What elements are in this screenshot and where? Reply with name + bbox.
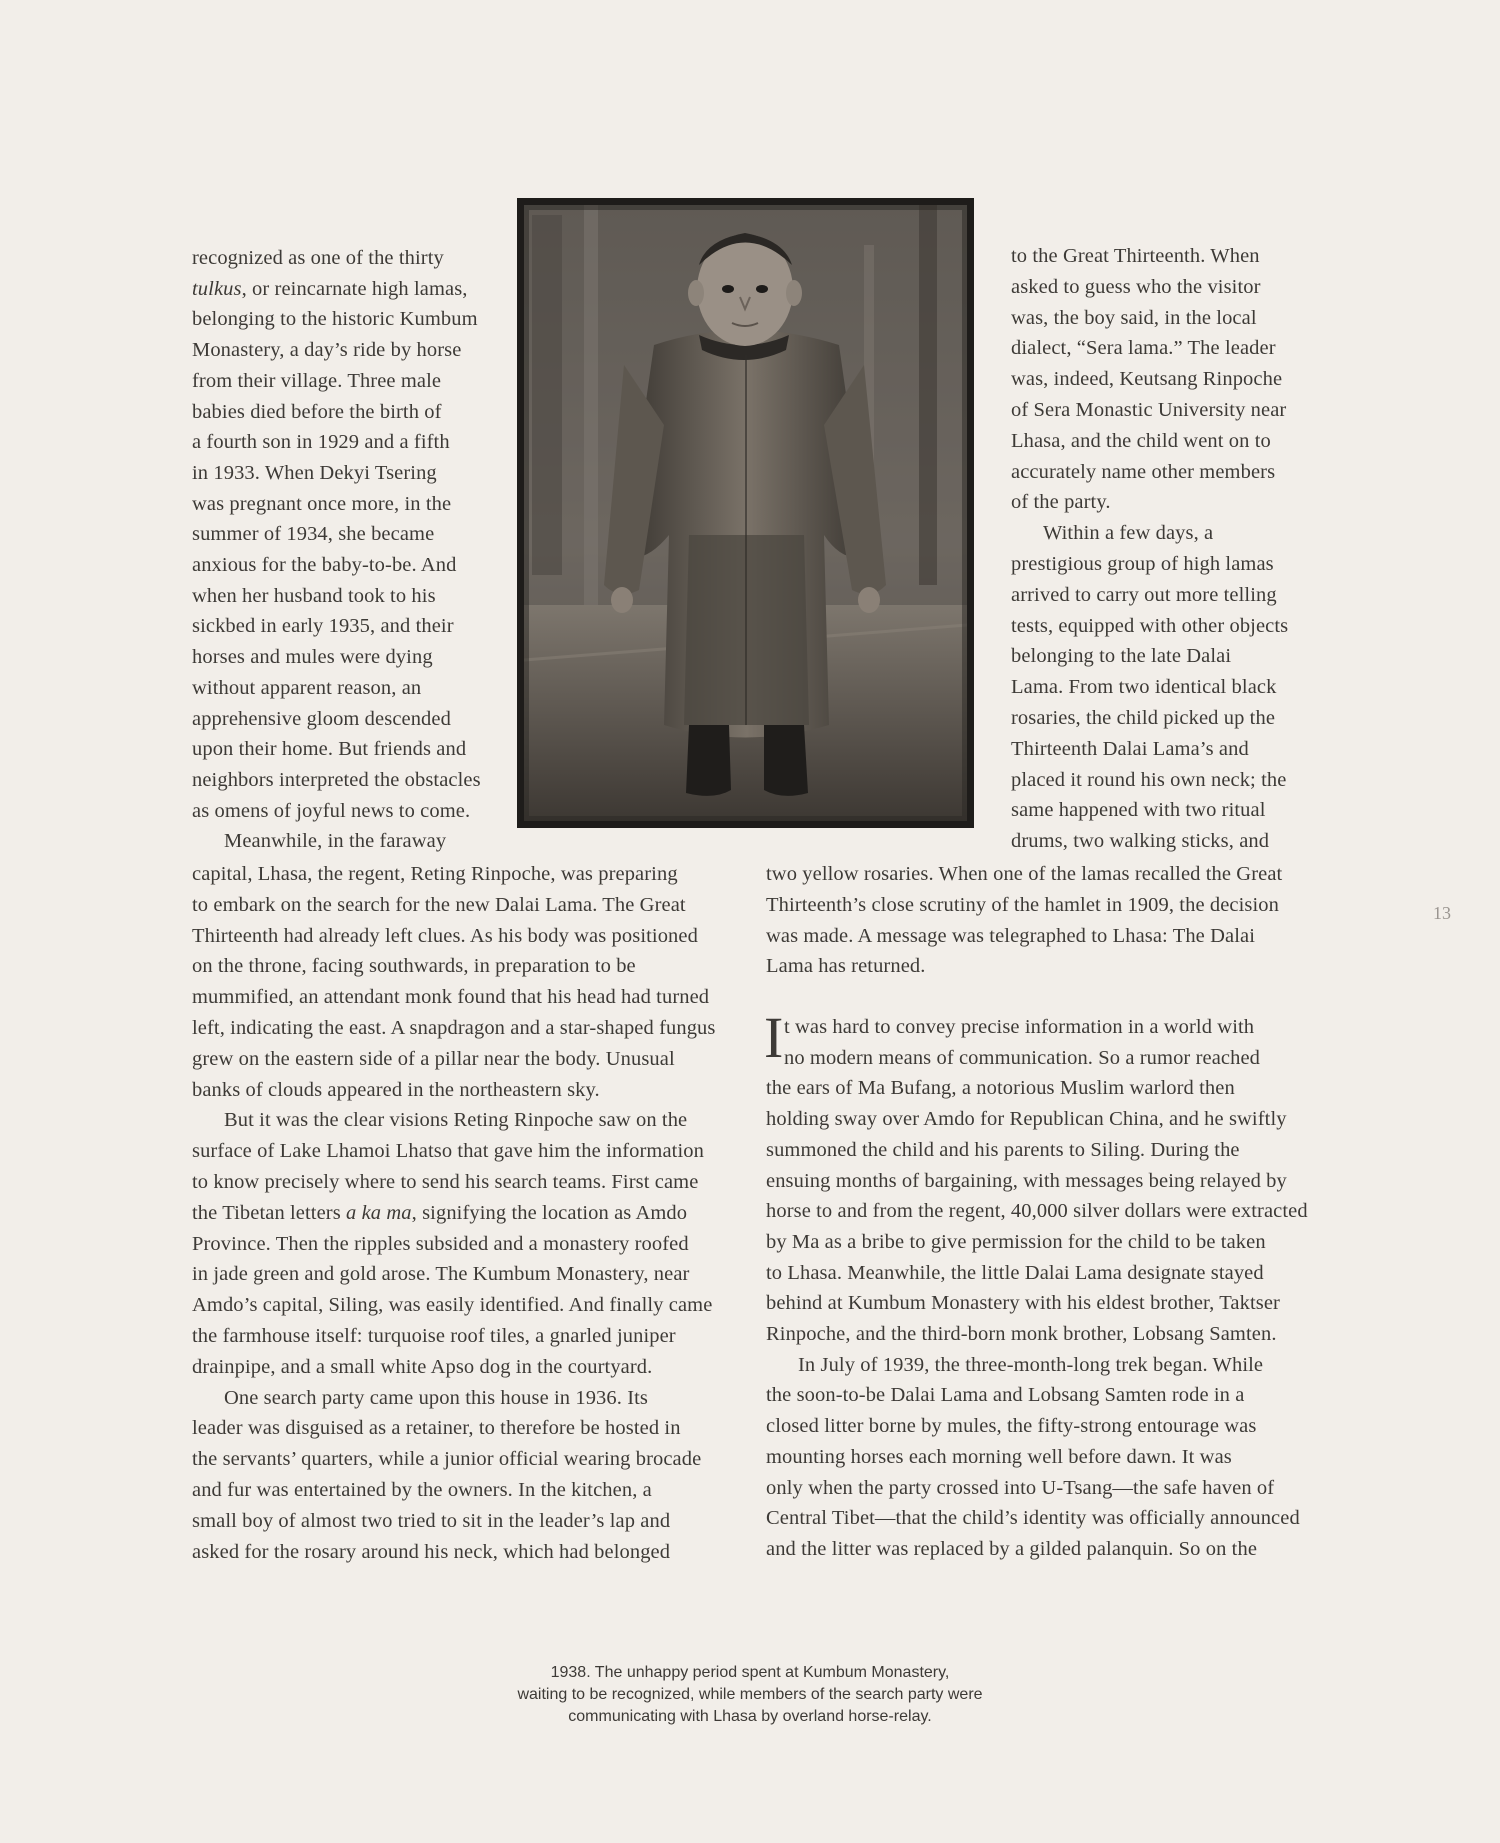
text-line: placed it round his own neck; the [1011,769,1287,791]
text-line: closed litter borne by mules, the fifty-strong entourage was [766,1415,1257,1437]
text-line: Province. Then the ripples subsided and a monastery roofed [192,1233,689,1255]
text-line: asked for the rosary around his neck, which had belonged [192,1541,671,1563]
text-line: was, indeed, Keutsang Rinpoche [1011,368,1283,390]
text-line: holding sway over Amdo for Republican China, and he swiftly [766,1108,1287,1130]
text-line: to know precisely where to send his search teams. First came [192,1171,699,1193]
text-line: to the Great Thirteenth. When [1011,245,1260,267]
photo-boy-at-kumbum [517,198,974,828]
page-number: 13 [1433,903,1451,923]
text-line: In July of 1939, the three-month-long trek began. While [798,1354,1264,1376]
photo-image [524,205,967,821]
text-line: two yellow rosaries. When one of the lamas recalled the Great [766,863,1283,885]
text-line: Lama has returned. [766,955,926,977]
text-line: only when the party crossed into U-Tsang—the safe haven of [766,1477,1275,1499]
text-line: to Lhasa. Meanwhile, the little Dalai Lama designate stayed [766,1262,1264,1284]
text-line: the ears of Ma Bufang, a notorious Muslim warlord then [766,1077,1235,1099]
text-line: Amdo’s capital, Siling, was easily identified. And finally came [192,1294,713,1316]
text-line: Lama. From two identical black [1011,676,1277,698]
text-line: of the party. [1011,491,1111,513]
text-line: in jade green and gold arose. The Kumbum Monastery, near [192,1263,690,1285]
text-line: horses and mules were dying [192,646,433,668]
text-line: Thirteenth Dalai Lama’s and [1011,738,1249,760]
text-line: drums, two walking sticks, and [1011,830,1270,852]
text-line: no modern means of communication. So a rumor reached [784,1047,1260,1069]
text-line: Thirteenth’s close scrutiny of the hamlet in 1909, the decision [766,894,1279,916]
text-line: Lhasa, and the child went on to [1011,430,1271,452]
text-line: and fur was entertained by the owners. In the kitchen, a [192,1479,652,1501]
text-line: horse to and from the regent, 40,000 silver dollars were extracted [766,1200,1308,1222]
text-line: prestigious group of high lamas [1011,553,1274,575]
text-line: rosaries, the child picked up the [1011,707,1276,729]
text-line: belonging to the late Dalai [1011,645,1232,667]
text-line: from their village. Three male [192,370,442,392]
text-line: tests, equipped with other objects [1011,615,1289,637]
text-line: a fourth son in 1929 and a fifth [192,431,450,453]
text-line: Rinpoche, and the third-born monk brother, Lobsang Samten. [766,1323,1277,1345]
text-line: same happened with two ritual [1011,799,1266,821]
text-line: Central Tibet—that the child’s identity was officially announced [766,1507,1300,1529]
text-line: recognized as one of the thirty [192,247,444,269]
text-line: the farmhouse itself: turquoise roof tiles, a gnarled juniper [192,1325,676,1347]
text-line: surface of Lake Lhamoi Lhatso that gave him the information [192,1140,704,1162]
text-line: Within a few days, a [1043,522,1214,544]
text-line: in 1933. When Dekyi Tsering [192,462,437,484]
text-line: on the throne, facing southwards, in preparation to be [192,955,636,977]
text-line: dialect, “Sera lama.” The leader [1011,337,1276,359]
text-line: drainpipe, and a small white Apso dog in the courtyard. [192,1356,653,1378]
text-line: as omens of joyful news to come. [192,800,471,822]
text-line: sickbed in early 1935, and their [192,615,454,637]
text-line: the soon-to-be Dalai Lama and Lobsang Samten rode in a [766,1384,1245,1406]
text-line: asked to guess who the visitor [1011,276,1261,298]
text-line: One search party came upon this house in 1936. Its [224,1387,649,1409]
text-line: grew on the eastern side of a pillar near the body. Unusual [192,1048,675,1070]
text-line: banks of clouds appeared in the northeastern sky. [192,1079,600,1101]
text-line: small boy of almost two tried to sit in the leader’s lap and [192,1510,671,1532]
text-line: upon their home. But friends and [192,738,467,760]
text-line: Thirteenth had already left clues. As his body was positioned [192,925,698,947]
text-line: But it was the clear visions Reting Rinpoche saw on the [224,1109,688,1131]
text-line: accurately name other members [1011,461,1276,483]
text-line: was pregnant once more, in the [192,493,452,515]
text-line: was, the boy said, in the local [1011,307,1257,329]
text-line: mummified, an attendant monk found that his head had turned [192,986,710,1008]
text-line: by Ma as a bribe to give permission for the child to be taken [766,1231,1266,1253]
text-line: Meanwhile, in the faraway [224,830,447,852]
text-line: babies died before the birth of [192,401,442,423]
text-line: without apparent reason, an [192,677,422,699]
text-line: ensuing months of bargaining, with messages being relayed by [766,1170,1287,1192]
text-line: was made. A message was telegraphed to Lhasa: The Dalai [766,925,1255,947]
caption-line: waiting to be recognized, while members of the search party were [517,1686,983,1703]
text-line: neighbors interpreted the obstacles [192,769,481,791]
text-line: when her husband took to his [192,585,436,607]
text-line: the servants’ quarters, while a junior official wearing brocade [192,1448,702,1470]
text-line: capital, Lhasa, the regent, Reting Rinpoche, was preparing [192,863,678,885]
text-line: tulkus, or reincarnate high lamas, [192,278,468,300]
text-line: mounting horses each morning well before dawn. It was [766,1446,1232,1468]
text-line: arrived to carry out more telling [1011,584,1277,606]
text-line: anxious for the baby-to-be. And [192,554,457,576]
photo-caption [400,1662,1100,1728]
text-line: of Sera Monastic University near [1011,399,1287,421]
text-line: t was hard to convey precise information in a world with [784,1016,1255,1038]
text-line: summoned the child and his parents to Siling. During the [766,1139,1240,1161]
text-line: and the litter was replaced by a gilded palanquin. So on the [766,1538,1258,1560]
drop-cap: I [764,1005,784,1070]
text-line: to embark on the search for the new Dalai Lama. The Great [192,894,686,916]
text-line: behind at Kumbum Monastery with his eldest brother, Taktser [766,1292,1280,1314]
text-line: summer of 1934, she became [192,523,435,545]
text-line: left, indicating the east. A snapdragon and a star-shaped fungus [192,1017,716,1039]
text-line: belonging to the historic Kumbum [192,308,478,330]
caption-line: communicating with Lhasa by overland horse-relay. [568,1708,932,1725]
text-line: Monastery, a day’s ride by horse [192,339,462,361]
text-line: leader was disguised as a retainer, to therefore be hosted in [192,1417,681,1439]
text-line: apprehensive gloom descended [192,708,451,730]
text-line: the Tibetan letters a ka ma, signifying the location as Amdo [192,1202,688,1224]
caption-line: 1938. The unhappy period spent at Kumbum Monastery, [550,1664,950,1681]
